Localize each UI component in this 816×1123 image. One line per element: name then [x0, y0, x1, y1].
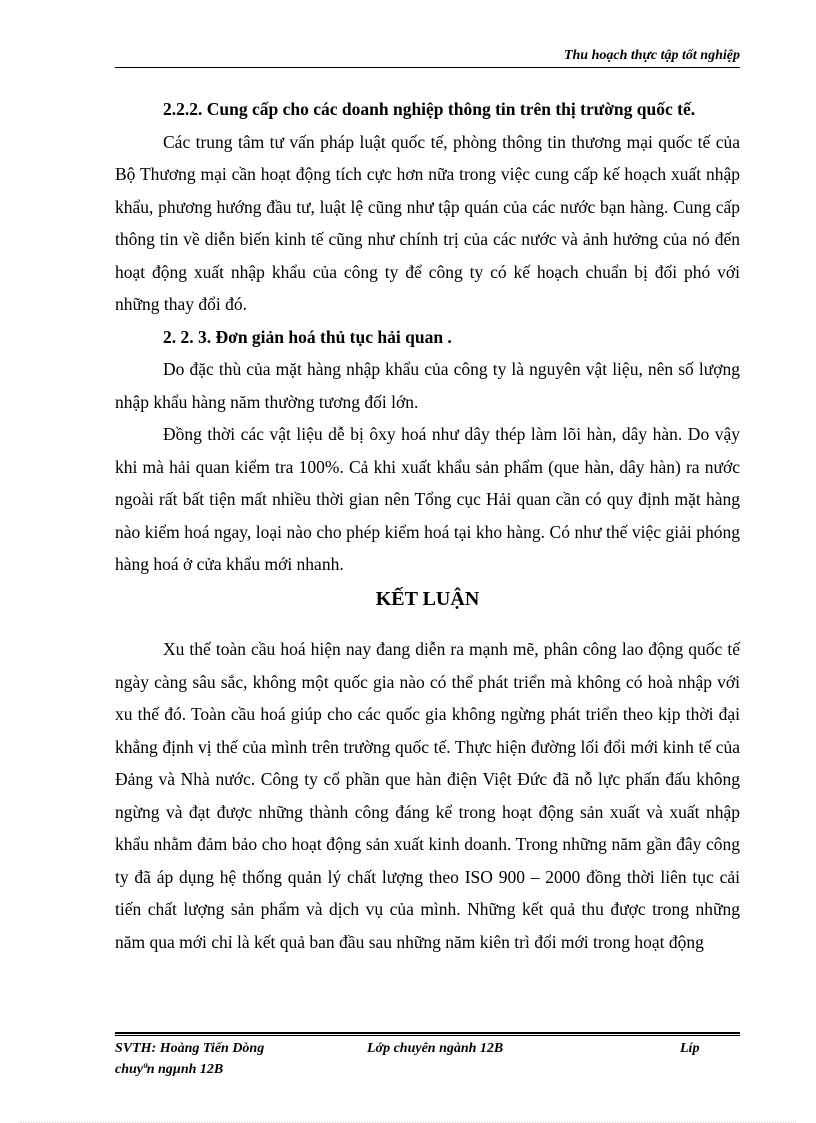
paragraph-legal-info-centers: Các trung tâm tư vấn pháp luật quốc tế, phòng thông tin thương mại quốc tế của Bộ Thương mại cần hoạt động tích cực hơn nữa trong việc cung cấp kế hoạch xuất nhập khẩu, phương hướng đầu tư, luật lệ cũng như tập quán của các nước bạn hàng. Cung cấp thông tin về diễn biến kinh tế cũng như chính trị của các nước và ảnh hưởng của nó đến hoạt động xuất nhập khẩu của công ty để công ty có kế hoạch chuẩn bị đối phó với những thay đổi đó. [115, 131, 740, 314]
footer-lop-label: Líp [680, 1041, 700, 1056]
footer-class-name: Lớp chuyên ngành 12B [367, 1041, 504, 1056]
paragraph-conclusion: Xu thế toàn cầu hoá hiện nay đang diễn ra mạnh mẽ, phân công lao động quốc tế ngày càng sâu sắc, không một quốc gia nào có thể phát triển mà không có hoà nhập với xu thế đó. Toàn cầu hoá giúp cho các quốc gia không ngừng phát triển theo kịp thời đại khẳng định vị thế của mình trên trường quốc tế. Thực hiện đường lối đổi mới kinh tế của Đảng và Nhà nước. Công ty cổ phần que hàn điện Việt Đức đã nỗ lực phấn đấu không ngừng và đạt được những thành công đáng kể trong hoạt động sản xuất và xuất nhập khẩu nhằm đảm bảo cho hoạt động sản xuất kinh doanh. Trong những năm gần đây công ty đã áp dụng hệ thống quản lý chất lượng theo ISO 900 – 2000 đồng thời liên tục cải tiến chất lượng sản phẩm và dịch vụ của mình. Những kết quả thu được trong những năm qua mới chỉ là kết quả ban đầu sau những năm kiên trì đổi mới trong hoạt động [115, 639, 740, 952]
conclusion-heading: KẾT LUẬN [375, 587, 480, 610]
section-heading-2-2-3: 2. 2. 3. Đơn giản hoá thủ tục hải quan . [163, 326, 452, 347]
paragraph-customs-inspection: Đồng thời các vật liệu dễ bị ôxy hoá như dây thép làm lõi hàn, dây hàn. Do vậy khi mà hải quan kiểm tra 100%. Cả khi xuất khẩu sản phẩm (que hàn, dây hàn) ra nước ngoài rất bất tiện mất nhiều thời gian nên Tổng cục Hải quan cần có quy định mặt hàng nào kiểm hoá ngay, loại nào cho phép kiểm hoá tại kho hàng. Có như thế việc giải phóng hàng hoá ở cửa khẩu mới nhanh. [115, 424, 740, 574]
footer-line-2: chuyªn ngµnh 12B [115, 1062, 224, 1077]
paragraph-import-volume: Do đặc thù của mặt hàng nhập khẩu của công ty là nguyên vật liệu, nên số lượng nhập khẩu hàng năm thường tương đối lớn. [115, 359, 740, 412]
document-body [115, 93, 740, 958]
section-heading-2-2-2: 2.2.2. Cung cấp cho các doanh nghiệp thông tin trên thị trường quốc tế. [163, 99, 696, 119]
page-header-title: Thu hoạch thực tập tốt nghiệp [563, 48, 740, 63]
footer-rule-thick [115, 1032, 740, 1034]
footer-rule-thin [115, 1035, 740, 1036]
footer-student-name: SVTH: Hoàng Tiến Dòng [115, 1041, 265, 1056]
header-rule [115, 67, 740, 68]
